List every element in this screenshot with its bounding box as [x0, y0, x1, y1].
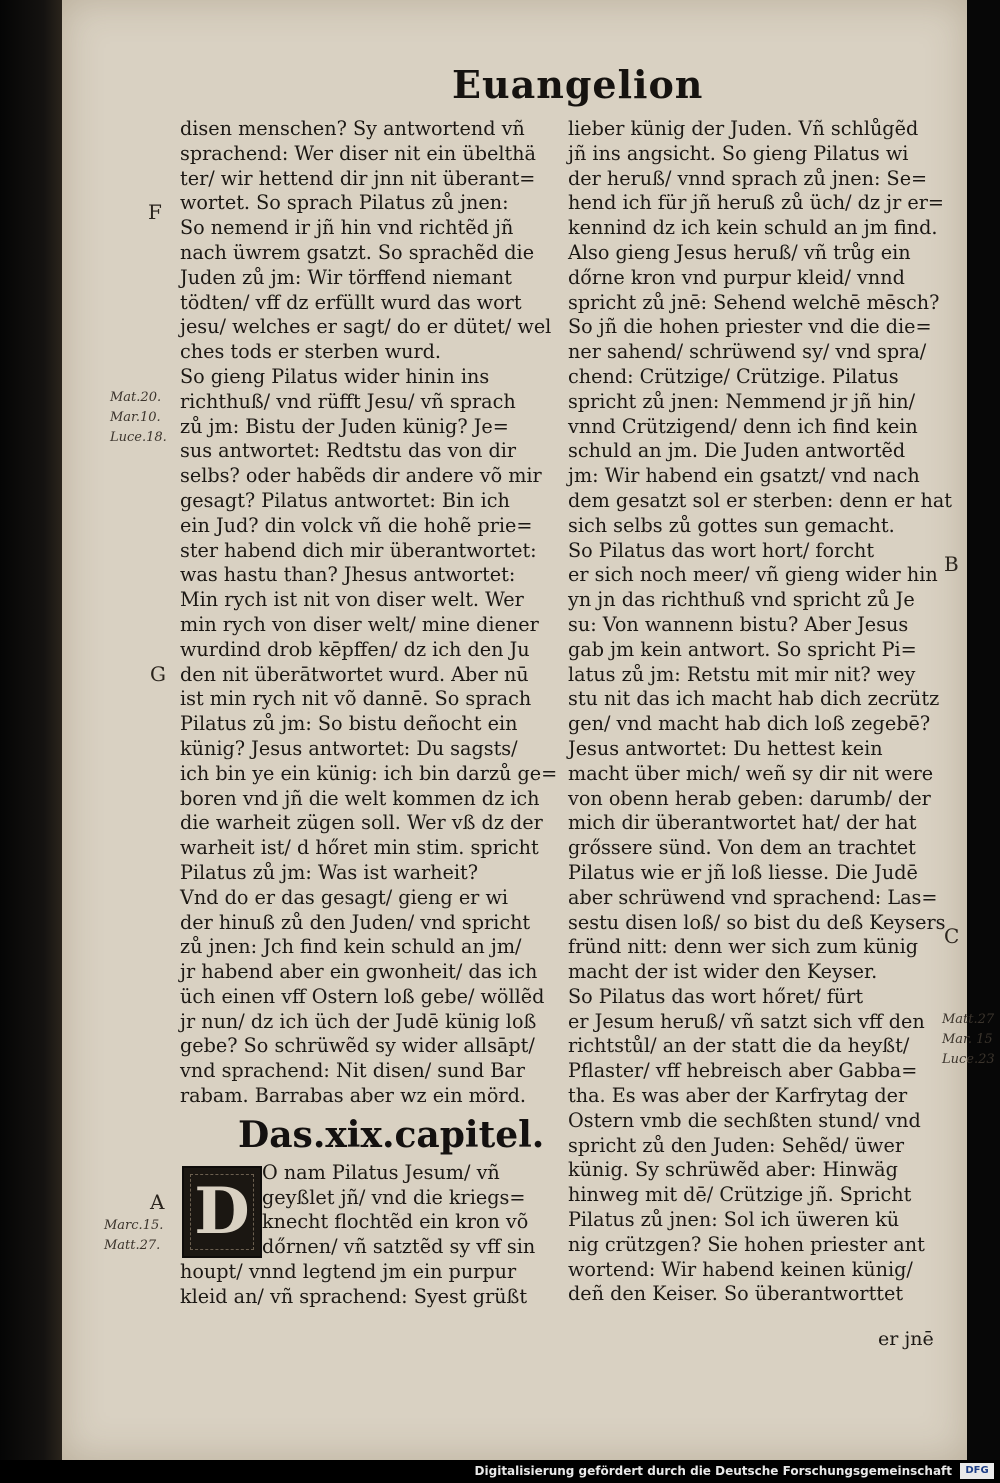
text-line: wortet. So sprach Pilatus zů jnen: — [180, 191, 509, 215]
text-line: tödten/ vff dz erfüllt wurd das wort — [180, 290, 522, 314]
text-line: boren vnd jñ die welt kommen dz ich — [180, 786, 540, 810]
text-line: So jñ die hohen priester vnd die die= — [568, 315, 932, 339]
text-line: die warheit zügen soll. Wer vß dz der — [180, 811, 543, 835]
text-line: gesagt? Pilatus antwortet: Bin ich — [180, 488, 510, 512]
text-line: geyßlet jñ/ vnd die kriegs= — [262, 1185, 526, 1209]
text-line: ich bin ye ein künig: ich bin darzů ge= — [180, 761, 558, 785]
text-line: hinweg mit dē/ Crützige jñ. Spricht — [568, 1183, 912, 1207]
initial-letter: D — [194, 1174, 250, 1249]
margin-mark-c: C — [944, 924, 960, 948]
text-line: ches tods er sterben wurd. — [180, 340, 442, 364]
text-line: der heruß/ vnnd sprach zů jnen: Se= — [568, 166, 928, 190]
text-line: künig. Sy schrüwẽd aber: Hinwäg — [568, 1158, 898, 1182]
decorated-initial-letter — [182, 1166, 262, 1258]
text-line: rabam. Barrabas aber wz ein mörd. — [180, 1084, 526, 1108]
text-line: schuld an jm. Die Juden antwortẽd — [568, 439, 906, 463]
text-line: ner sahend/ schrüwend sy/ vnd spra/ — [568, 340, 927, 364]
text-line: Pflaster/ vff hebreisch aber Gabba= — [568, 1059, 918, 1083]
chapter-heading: Das.xix.capitel. — [238, 1113, 545, 1156]
text-line: dőrnen/ vñ satztẽd sy vff sin — [262, 1235, 536, 1259]
margin-note-crossref-2 — [104, 1216, 163, 1256]
margin-note-line: Luce.23 — [942, 1052, 995, 1067]
margin-mark-g: G — [150, 662, 166, 686]
dfg-logo: DFG — [960, 1463, 994, 1479]
text-line: gebe? So schrüwẽd sy wider allsāpt/ — [180, 1034, 535, 1058]
text-line: gen/ vnd macht hab dich loß zegebē? — [568, 712, 931, 736]
text-line: jr habend aber ein gwonheit/ das ich — [180, 960, 538, 984]
text-line: Ostern vmb die sechßten stund/ vnd — [568, 1108, 921, 1132]
text-line: üch einen vff Ostern loß gebe/ wöllẽd — [180, 984, 545, 1008]
text-line: ter/ wir hettend dir jnn nit überant= — [180, 166, 536, 190]
catchword: er jnē — [878, 1328, 934, 1350]
text-line: spricht zů jnen: Nemmend jr jñ hin/ — [568, 389, 916, 413]
text-line: gab jm kein antwort. So spricht Pi= — [568, 637, 917, 661]
text-line: O nam Pilatus Jesum/ vñ — [262, 1160, 500, 1184]
text-line: macht über mich/ weñ sy dir nit were — [568, 761, 934, 785]
text-line: zů jnen: Jch find kein schuld an jm/ — [180, 935, 522, 959]
text-line: künig? Jesus antwortet: Du sagsts/ — [180, 736, 518, 760]
text-line: fründ nitt: denn wer sich zum künig — [568, 935, 919, 959]
text-line: stu nit das ich macht hab dich zecrütz — [568, 687, 940, 711]
text-line: So gieng Pilatus wider hinin ins — [180, 364, 490, 388]
text-line: yn jn das richthuß vnd spricht zů Je — [568, 588, 915, 612]
text-line: Pilatus zů jm: So bistu deñocht ein — [180, 712, 518, 736]
text-line: dem gesatzt sol er sterben: denn er hat — [568, 488, 952, 512]
text-line: deñ den Keiser. So überantworttet — [568, 1282, 904, 1306]
margin-mark-a: A — [150, 1190, 165, 1214]
text-line: kleid an/ vñ sprachend: Syest grüßt — [180, 1284, 528, 1308]
text-line: spricht zů jnē: Sehend welchē mēsch? — [568, 290, 940, 314]
text-line: Pilatus zů jm: Was ist warheit? — [180, 860, 479, 884]
margin-note-line: Mar.10. — [110, 410, 161, 425]
text-line: jr nun/ dz ich üch der Judē künig loß — [180, 1009, 537, 1033]
text-line: Also gieng Jesus heruß/ vñ trůg ein — [568, 240, 911, 264]
text-line: richthuß/ vnd rüfft Jesu/ vñ sprach — [180, 389, 516, 413]
initial-ornament — [190, 1174, 254, 1250]
scan-left-edge — [0, 0, 62, 1460]
margin-note-line: Marc.15. — [104, 1218, 164, 1233]
text-line: zů jm: Bistu der Juden künig? Je= — [180, 414, 509, 438]
text-line: wurdind drob kēpffen/ dz ich den Ju — [180, 637, 530, 661]
scan-right-edge — [967, 0, 1000, 1460]
text-line: latus zů jm: Retstu mit mir nit? wey — [568, 662, 916, 686]
text-line: tha. Es was aber der Karfrytag der — [568, 1084, 908, 1108]
text-line: den nit überātwortet wurd. Aber nū — [180, 662, 529, 686]
text-line: nach üwrem gsatzt. So sprachẽd die — [180, 240, 535, 264]
text-line: ein Jud? din volck vñ die hohẽ prie= — [180, 513, 533, 537]
text-line: houpt/ vnnd legtend jm ein purpur — [180, 1260, 517, 1284]
text-line: sus antwortet: Redtstu das von dir — [180, 439, 517, 463]
text-line: jñ ins angsicht. So gieng Pilatus wi — [568, 141, 909, 165]
text-line: spricht zů den Juden: Sehẽd/ üwer — [568, 1133, 904, 1157]
text-line: So Pilatus das wort hőret/ fürt — [568, 984, 864, 1008]
text-line: warheit ist/ d hőret min stim. spricht — [180, 836, 539, 860]
text-line: So Pilatus das wort hort/ forcht — [568, 538, 875, 562]
text-line: vnnd Crützigend/ denn ich find kein — [568, 414, 918, 438]
text-line: grőssere sünd. Von dem an trachtet — [568, 836, 916, 860]
text-line: Pilatus zů jnen: Sol ich üweren kü — [568, 1208, 900, 1232]
text-line: ster habend dich mir überantwortet: — [180, 538, 537, 562]
text-line: jesu/ welches er sagt/ do er dütet/ wel — [180, 315, 552, 339]
text-line: Min rych ist nit von diser welt. Wer — [180, 588, 524, 612]
text-line: selbs? oder habẽds dir andere võ mir — [180, 464, 542, 488]
margin-mark-f: F — [148, 200, 162, 224]
text-line: er Jesum heruß/ vñ satzt sich vff den — [568, 1009, 925, 1033]
text-line: sestu disen loß/ so bist du deß Keysers — [568, 910, 946, 934]
text-line: dőrne kron vnd purpur kleid/ vnnd — [568, 265, 905, 289]
margin-note-line: Mar. 15 — [942, 1032, 993, 1047]
margin-note-line: Luce.18. — [110, 430, 167, 445]
text-line: Juden zů jm: Wir törffend niemant — [180, 265, 512, 289]
margin-note-line: Matt.27. — [104, 1238, 161, 1253]
text-line: von obenn herab geben: darumb/ der — [568, 786, 931, 810]
text-line: Vnd do er das gesagt/ gieng er wi — [180, 885, 509, 909]
text-line: So nemend ir jñ hin vnd richtẽd jñ — [180, 216, 514, 240]
margin-mark-b: B — [944, 552, 959, 576]
text-line: ist min rych nit võ dannē. So sprach — [180, 687, 532, 711]
text-line: Jesus antwortet: Du hettest kein — [568, 736, 883, 760]
text-line: sich selbs zů gottes sun gemacht. — [568, 513, 895, 537]
text-line: sprachend: Wer diser nit ein übelthä — [180, 141, 536, 165]
text-line: macht der ist wider den Keyser. — [568, 960, 878, 984]
text-line: Pilatus wie er jñ loß liesse. Die Judē — [568, 860, 918, 884]
text-line: der hinuß zů den Juden/ vnd spricht — [180, 910, 531, 934]
text-line: aber schrüwend vnd sprachend: Las= — [568, 885, 938, 909]
text-line: hend ich für jñ heruß zů üch/ dz jr er= — [568, 191, 944, 215]
right-text-column — [568, 117, 952, 1307]
text-line: kennind dz ich kein schuld an jm find. — [568, 216, 938, 240]
funding-credit: Digitalisierung gefördert durch die Deutsche Forschungsgemeinschaft — [474, 1464, 952, 1478]
text-line: min rych von diser welt/ mine diener — [180, 612, 539, 636]
text-line: er sich noch meer/ vñ gieng wider hin — [568, 563, 938, 587]
running-head: Euangelion — [452, 62, 704, 107]
left-text-column — [180, 117, 558, 1310]
margin-note-crossref-3 — [942, 1010, 995, 1070]
text-line: chend: Crützige/ Crützige. Pilatus — [568, 364, 899, 388]
text-line: vnd sprachend: Nit disen/ sund Bar — [180, 1059, 525, 1083]
text-line: nig crützgen? Sie hohen priester ant — [568, 1232, 925, 1256]
margin-note-line: Matt.27 — [942, 1012, 995, 1027]
text-line: was hastu than? Jhesus antwortet: — [180, 563, 516, 587]
text-line: richtstůl/ an der statt die da heyßt/ — [568, 1034, 910, 1058]
text-line: lieber künig der Juden. Vñ schlůgẽd — [568, 117, 919, 140]
text-line: mich dir überantwortet hat/ der hat — [568, 811, 917, 835]
margin-note-line: Mat.20. — [110, 390, 162, 405]
text-line: wortend: Wir habend keinen künig/ — [568, 1257, 913, 1281]
margin-note-crossref-1 — [110, 388, 167, 448]
text-line: jm: Wir habend ein gsatzt/ vnd nach — [568, 464, 920, 488]
text-line: knecht flochtẽd ein kron võ — [262, 1210, 529, 1234]
text-line: su: Von wannenn bistu? Aber Jesus — [568, 612, 909, 636]
text-line: disen menschen? Sy antwortend vñ — [180, 117, 525, 140]
